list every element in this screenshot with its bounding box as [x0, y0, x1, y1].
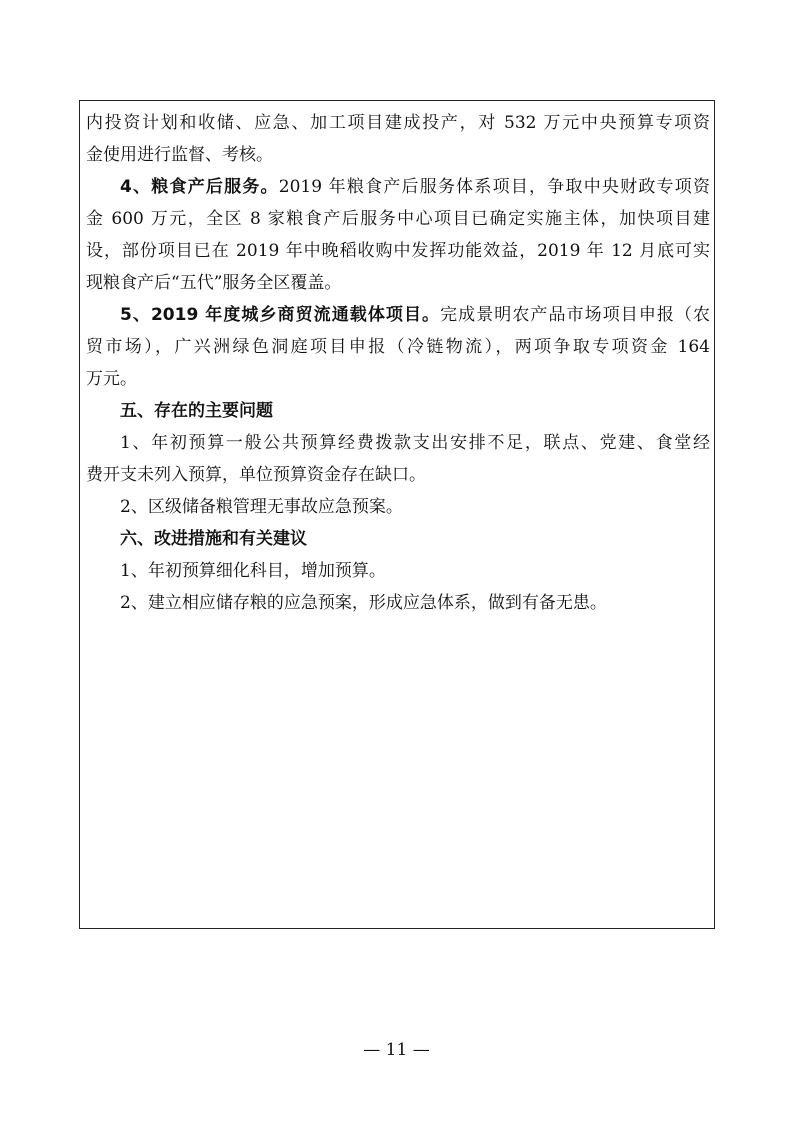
paragraph-1-line-1: 内投资计划和收储、应急、加工项目建成投产，对 532 万元中央预算专项资	[86, 113, 710, 133]
page-number: — 11 —	[363, 1040, 430, 1060]
section-5-item-2: 2、区级储备粮管理无事故应急预案。	[120, 497, 403, 517]
section-5-item-1-line-2: 费开支未列入预算，单位预算资金存在缺口。	[86, 465, 426, 485]
section-6-item-1: 1、年初预算细化科目，增加预算。	[120, 561, 386, 581]
paragraph-3-line-1-text: 完成景明农产品市场项目申报（农	[440, 305, 711, 325]
paragraph-3-line-2: 贸市场），广兴洲绿色洞庭项目申报（冷链物流），两项争取专项资金 164	[86, 337, 710, 357]
paragraph-2-line-1-text: 2019 年粮食产后服务体系项目，争取中央财政专项资	[278, 177, 710, 197]
paragraph-2-line-3: 设，部份项目已在 2019 年中晚稻收购中发挥功能效益，2019 年 12 月底可实	[86, 241, 710, 261]
paragraph-3-heading: 5、2019 年度城乡商贸流通载体项目。	[120, 305, 441, 325]
section-6-item-2: 2、建立相应储存粮的应急预案，形成应急体系，做到有备无患。	[120, 593, 607, 613]
paragraph-2-heading: 4、粮食产后服务。	[120, 177, 279, 197]
paragraph-2-line-4: 现粮食产后“五代”服务全区覆盖。	[86, 273, 342, 293]
paragraph-3-line-3: 万元。	[86, 369, 137, 389]
paragraph-2-line-1	[86, 171, 710, 203]
paragraph-2-line-2: 金 600 万元，全区 8 家粮食产后服务中心项目已确定实施主体，加快项目建	[86, 209, 710, 229]
paragraph-1-line-2: 金使用进行监督、考核。	[86, 145, 273, 165]
section-5-item-1-line-1: 1、年初预算一般公共预算经费拨款支出安排不足，联点、党建、食堂经	[120, 433, 710, 453]
document-body	[86, 107, 710, 619]
paragraph-3-line-1	[86, 299, 710, 331]
section-6-title: 六、改进措施和有关建议	[120, 529, 307, 549]
section-5-title: 五、存在的主要问题	[120, 401, 273, 421]
